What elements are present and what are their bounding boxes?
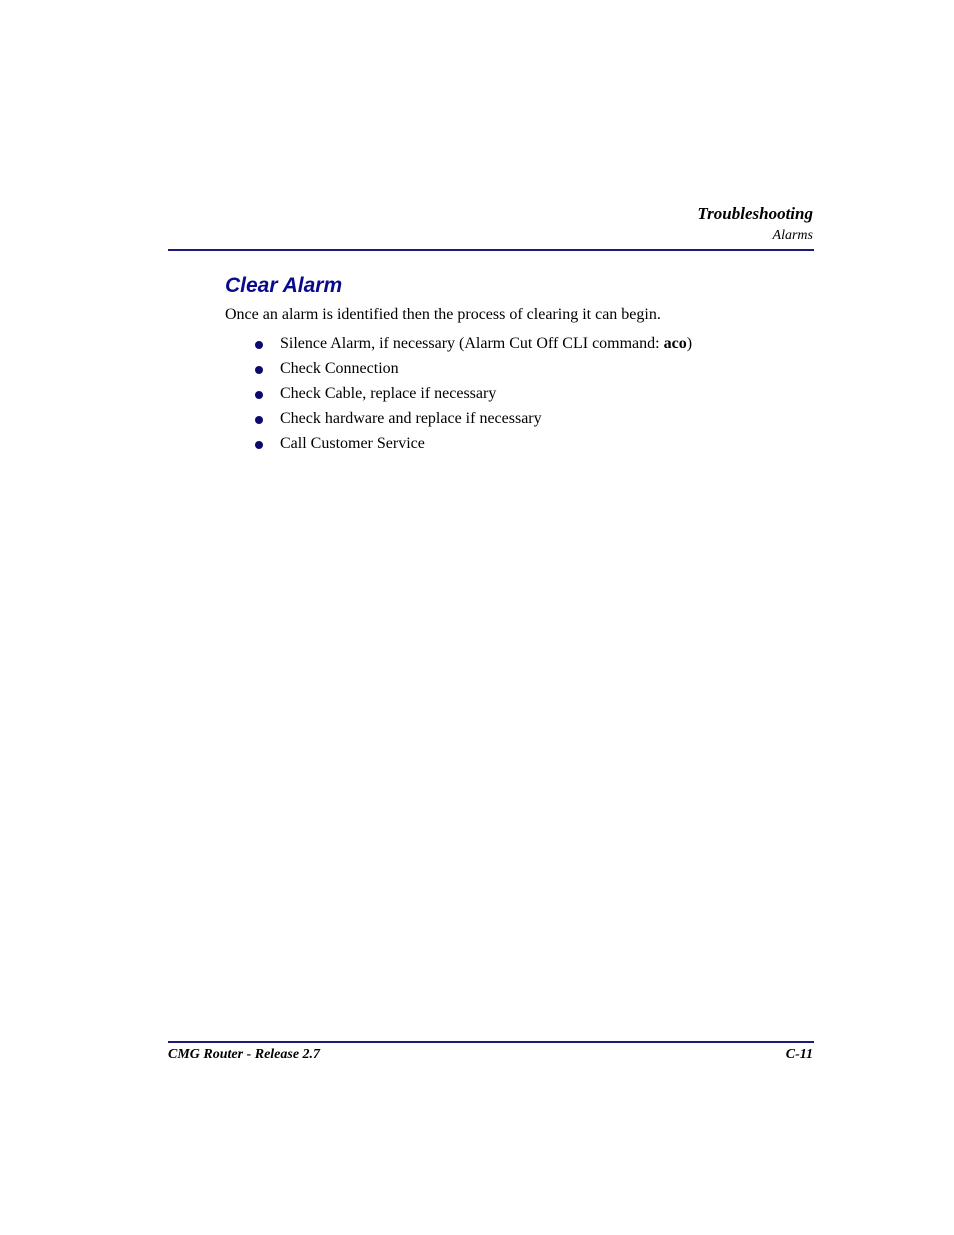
bullet-dot-icon: [255, 341, 263, 349]
list-item-text: Silence Alarm, if necessary (Alarm Cut Off CLI command: aco): [280, 335, 693, 352]
list-item-text: Check Cable, replace if necessary: [280, 385, 497, 402]
bullet-dot-icon: [255, 416, 263, 424]
intro-paragraph: Once an alarm is identified then the process of clearing it can begin.: [225, 306, 661, 323]
bullet-dot-icon: [255, 441, 263, 449]
list-item-text: Call Customer Service: [280, 435, 425, 452]
bullet-dot-icon: [255, 366, 263, 374]
bullet-dot-icon: [255, 391, 263, 399]
running-header-subsection: Alarms: [772, 228, 813, 243]
list-item-text: Check Connection: [280, 360, 399, 377]
section-title: Clear Alarm: [225, 274, 343, 297]
cli-command: aco: [663, 335, 687, 352]
footer-page-number: C-11: [785, 1047, 813, 1062]
footer-product-release: CMG Router - Release 2.7: [168, 1047, 321, 1062]
list-item-text: Check hardware and replace if necessary: [280, 410, 542, 427]
footer-divider: [168, 1041, 814, 1043]
header-divider: [168, 249, 814, 251]
running-header-section: Troubleshooting: [697, 204, 813, 223]
